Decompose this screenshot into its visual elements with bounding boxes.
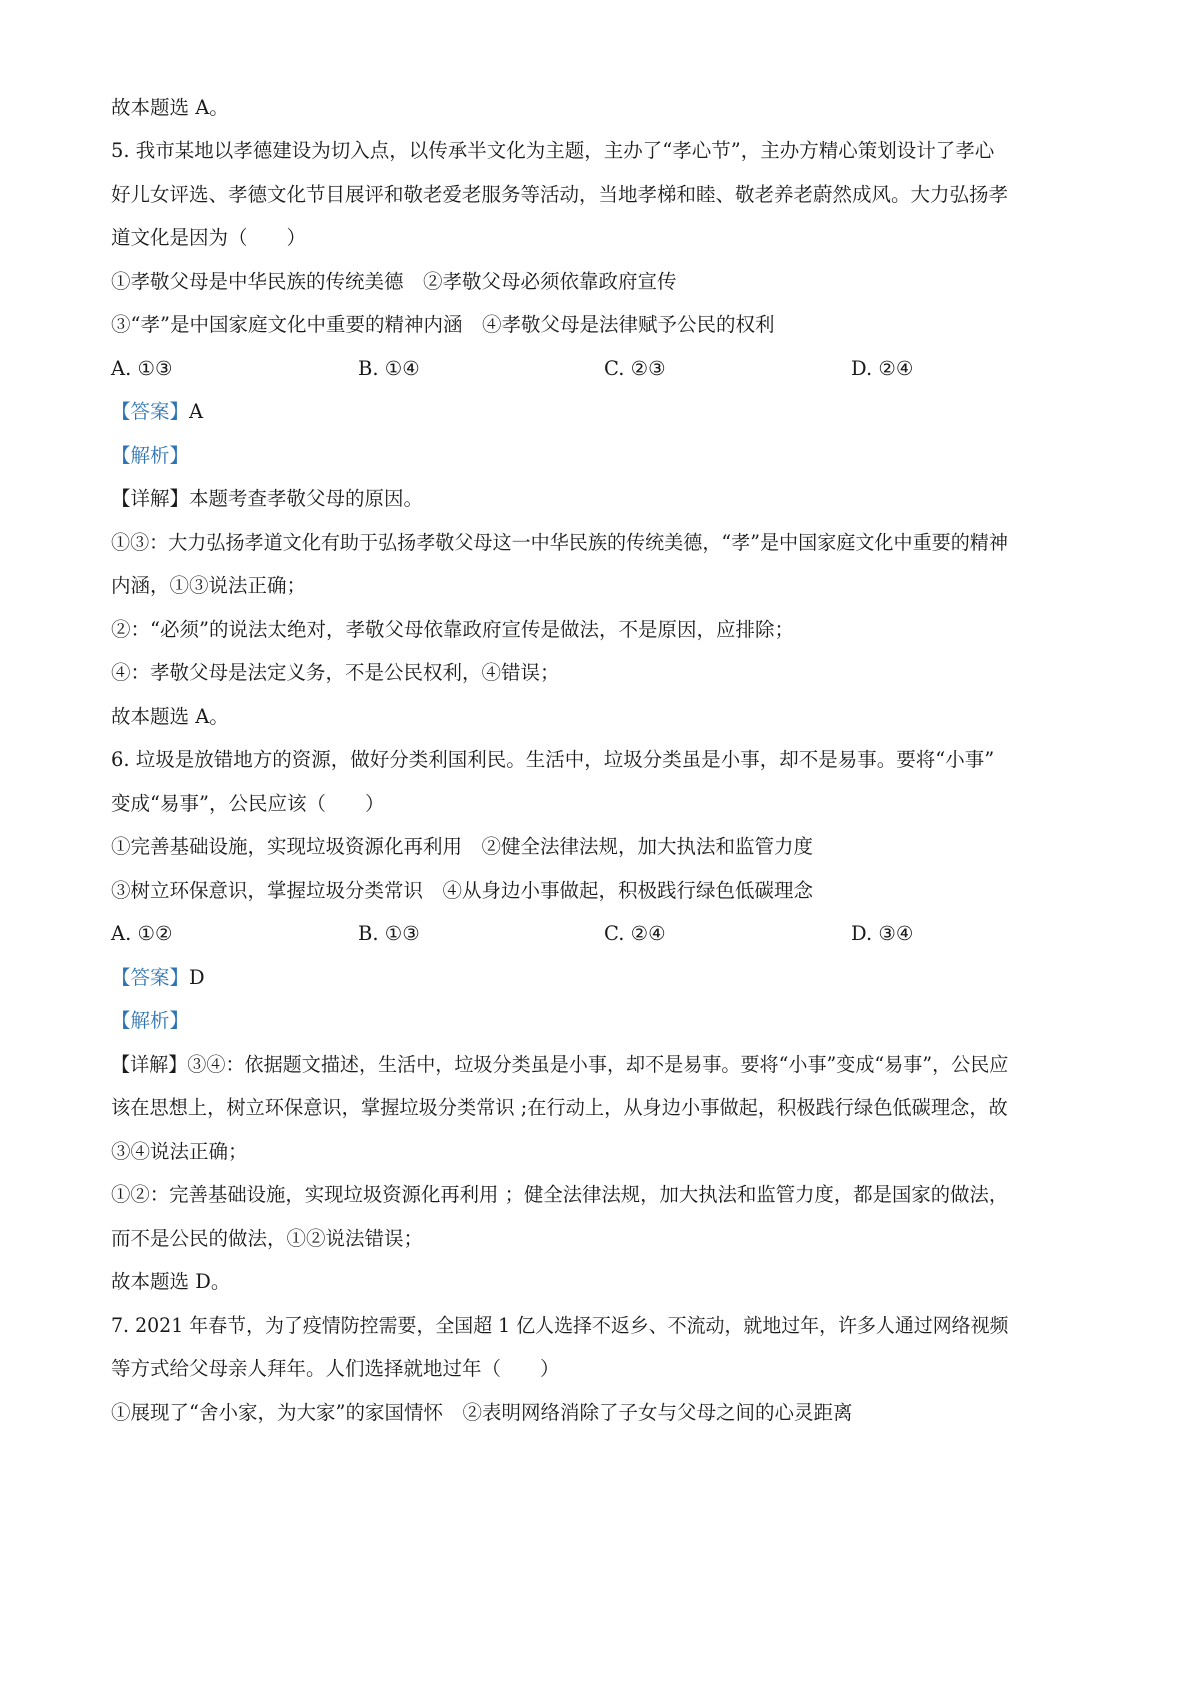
q5-stem-line1: 5. 我市某地以孝德建设为切入点，以传承半文化为主题，主办了“孝心节”，主办方精心策划设计了孝心: [111, 139, 995, 162]
answer-tag: 【答案】: [111, 400, 190, 423]
q6-stem-line2: 变成“易事”，公民应该（ ）: [111, 792, 385, 815]
q7-stem-line1: 7. 2021 年春节，为了疫情防控需要，全国超 1 亿人选择不返乡、不流动，就地过年，许多人通过网络视频: [111, 1314, 1009, 1337]
q6-detail-line4: ①②：完善基础设施，实现垃圾资源化再利用 ；健全法律法规，加大执法和监管力度，都是国家的做法，: [111, 1183, 1009, 1206]
q6-stem-line1: 6. 垃圾是放错地方的资源，做好分类利国利民。生活中，垃圾分类虽是小事，却不是易事。要将“小事”: [111, 748, 995, 771]
q5-stem-line2: 好儿女评选、孝德文化节目展评和敬老爱老服务等活动，当地孝梯和睦、敬老养老蔚然成风。大力弘扬孝: [111, 183, 1009, 206]
q5-statement-3-4: ③“孝”是中国家庭文化中重要的精神内涵 ④孝敬父母是法律赋予公民的权利: [111, 313, 775, 336]
q5-option-d: D. ②④: [851, 357, 914, 380]
q6-analysis-tag: 【解析】: [111, 1009, 190, 1032]
q5-answer: [111, 399, 203, 425]
q6-detail-line3: ③④说法正确；: [111, 1140, 248, 1163]
answer-tag: 【答案】: [111, 966, 190, 989]
q4-conclusion: 故本题选 A。: [111, 96, 229, 119]
q5-detail-line2: 内涵，①③说法正确；: [111, 574, 307, 597]
q5-option-b: B. ①④: [358, 357, 420, 380]
q6-detail-line1: 【详解】③④：依据题文描述，生活中，垃圾分类虽是小事，却不是易事。要将“小事”变成“易事”，公民应: [111, 1053, 1009, 1076]
q6-detail-line5: 而不是公民的做法，①②说法错误；: [111, 1227, 424, 1250]
q6-option-b: B. ①③: [358, 922, 420, 945]
q7-statement-1-2: ①展现了“舍小家，为大家”的家国情怀 ②表明网络消除了子女与父母之间的心灵距离: [111, 1401, 853, 1424]
q5-detail-intro: 【详解】本题考查孝敬父母的原因。: [111, 487, 424, 510]
q5-stem-line3: 道文化是因为（ ）: [111, 226, 307, 249]
q5-option-a: A. ①③: [111, 357, 173, 380]
q5-option-c: C. ②③: [604, 357, 666, 380]
answer-value: D: [189, 966, 205, 989]
q6-option-d: D. ③④: [851, 922, 914, 945]
q6-statement-3-4: ③树立环保意识，掌握垃圾分类常识 ④从身边小事做起，积极践行绿色低碳理念: [111, 879, 814, 902]
q5-detail-line1: ①③：大力弘扬孝道文化有助于弘扬孝敬父母这一中华民族的传统美德，“孝”是中国家庭文化中重要的精神: [111, 531, 1008, 554]
q5-detail-line4: ④：孝敬父母是法定义务，不是公民权利，④错误；: [111, 661, 560, 684]
q6-option-a: A. ①②: [111, 922, 173, 945]
q5-statement-1-2: ①孝敬父母是中华民族的传统美德 ②孝敬父母必须依靠政府宣传: [111, 270, 677, 293]
q7-stem-line2: 等方式给父母亲人拜年。人们选择就地过年（ ）: [111, 1357, 560, 1380]
q6-answer: [111, 965, 205, 991]
q5-conclusion: 故本题选 A。: [111, 705, 229, 728]
q5-detail-line3: ②：“必须”的说法太绝对，孝敬父母依靠政府宣传是做法，不是原因，应排除；: [111, 618, 794, 641]
q6-conclusion: 故本题选 D。: [111, 1270, 231, 1293]
answer-value: A: [189, 400, 204, 423]
q6-statement-1-2: ①完善基础设施，实现垃圾资源化再利用 ②健全法律法规，加大执法和监管力度: [111, 835, 814, 858]
q6-detail-line2: 该在思想上，树立环保意识，掌握垃圾分类常识 ;在行动上，从身边小事做起，积极践行绿色低碳理念，故: [111, 1096, 1008, 1119]
q5-analysis-tag: 【解析】: [111, 444, 190, 467]
q6-option-c: C. ②④: [604, 922, 666, 945]
